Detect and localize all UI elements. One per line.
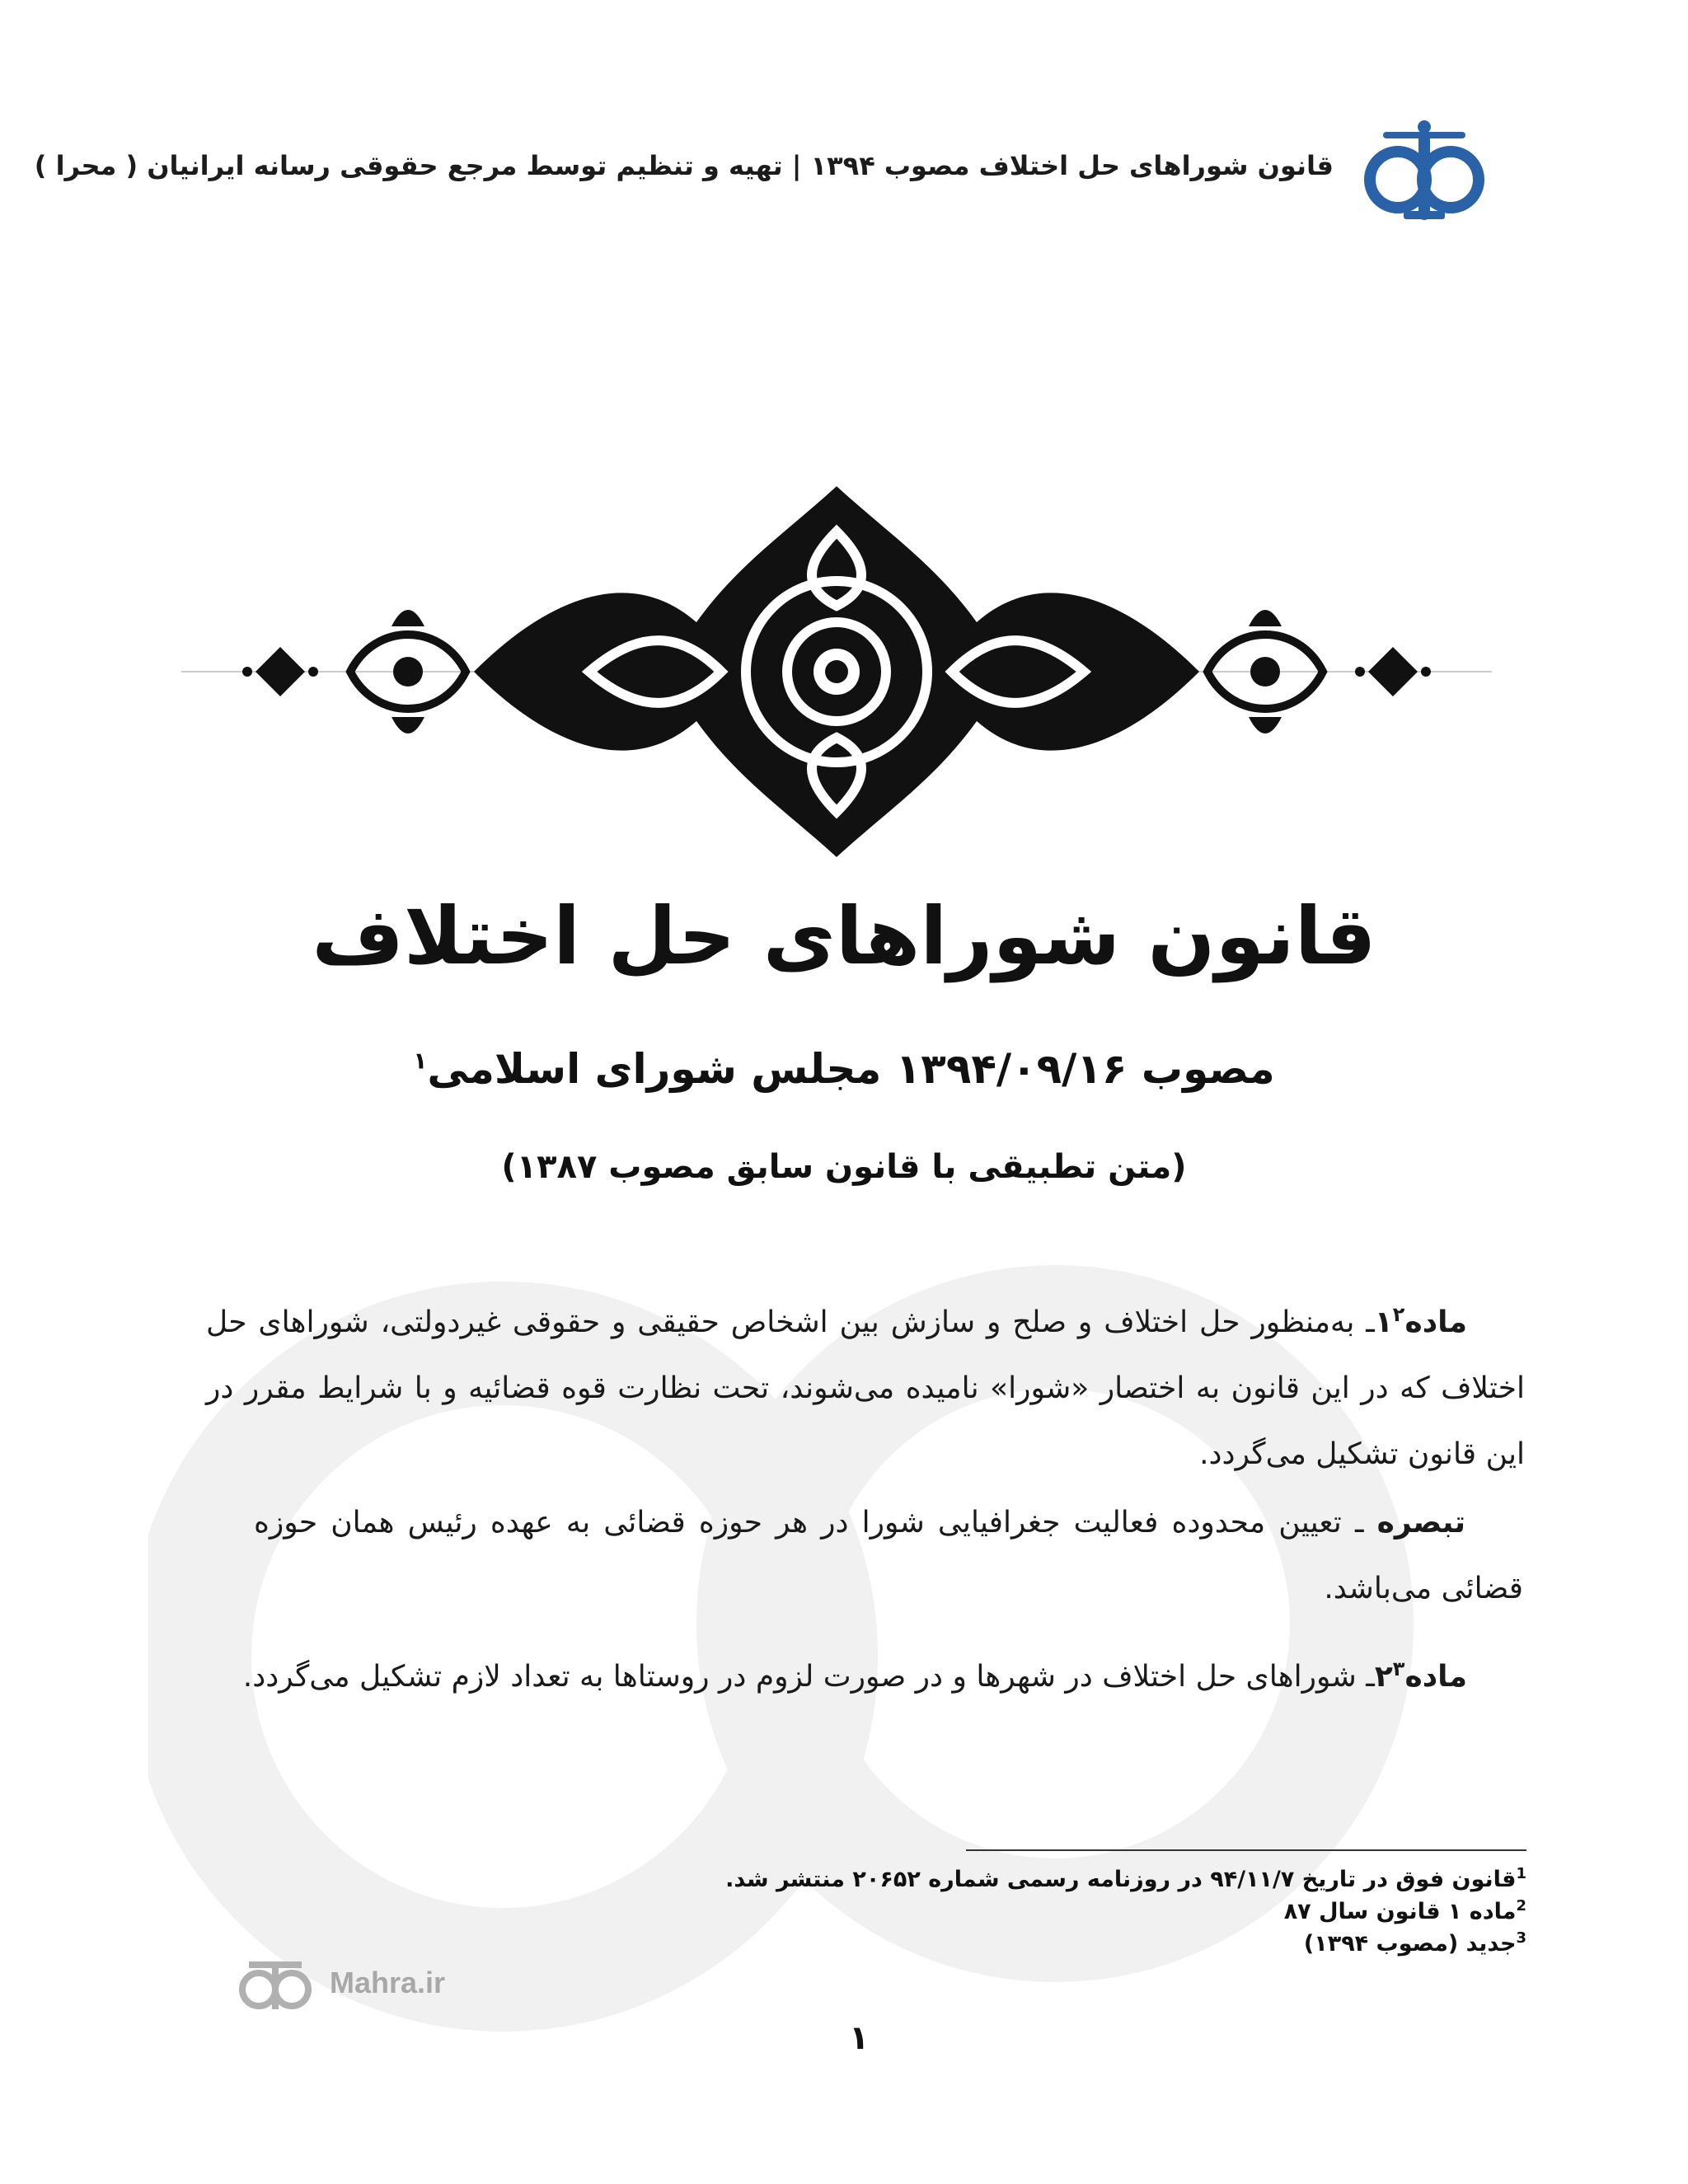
footnote-ref: ۲ xyxy=(1392,1303,1405,1326)
footnote-number: 1 xyxy=(1516,1865,1526,1882)
page-title: قانون شوراهای حل اختلاف xyxy=(312,890,1376,982)
footnote-number: 2 xyxy=(1516,1897,1526,1915)
article-label: ماده۲ xyxy=(1374,1660,1467,1694)
footnote-item xyxy=(725,1861,1526,1893)
footnote-divider xyxy=(966,1849,1526,1851)
mahra-logo-icon xyxy=(234,1955,316,2013)
footnote-text: ماده ۱ قانون سال ۸۷ xyxy=(1283,1899,1517,1924)
site-link[interactable]: Mahra.ir xyxy=(330,1966,446,1999)
page-subtitle-secondary: (متن تطبیقی با قانون سابق مصوب ۱۳۸۷) xyxy=(501,1148,1187,1186)
decorative-ornament xyxy=(181,486,1492,874)
footnote-text: قانون فوق در تاریخ ۹۴/۱۱/۷ در روزنامه رسمی شماره ۲۰۶۵۲ منتشر شد. xyxy=(725,1867,1517,1892)
article-text: ـ شوراهای حل اختلاف در شهرها و در صورت لزوم در روستاها به تعداد لازم تشکیل می‌گردد. xyxy=(242,1660,1375,1694)
page-subtitle xyxy=(0,1045,1688,1093)
footnote-text: جدید (مصوب ۱۳۹۴) xyxy=(1303,1931,1517,1957)
footnote-ref: ۳ xyxy=(1392,1657,1405,1680)
article-text: ـ به‌منظور حل اختلاف و صلح و سازش بین اشخاص حقیقی و حقوقی غیردولتی، شوراهای حل اختلاف که در این قانون به اختصار «شورا» نامیده می‌شوند، تحت نظارت قوه قضائیه و با شرایط مقرر در این قانون تشکیل می‌گردد. xyxy=(206,1305,1525,1471)
subtitle-footnote-ref: ۱ xyxy=(413,1047,428,1075)
footnote-item xyxy=(725,1925,1526,1957)
note-text: ـ تعیین محدوده فعالیت جغرافیایی شورا در هر حوزه قضائی به عهده رئیس همان حوزه قضائی می‌باشد. xyxy=(254,1506,1523,1605)
justice-scale-logo-icon xyxy=(1358,115,1490,223)
footnotes xyxy=(725,1861,1526,1957)
footnote-item xyxy=(725,1893,1526,1925)
article-2 xyxy=(206,1636,1525,1710)
header-text: قانون شوراهای حل اختلاف مصوب ۱۳۹۴ | تهیه و تنظیم توسط مرجع حقوقی رسانه ایرانیان ( محرا ) xyxy=(34,150,1334,181)
footnote-number: 3 xyxy=(1516,1929,1526,1947)
article-1 xyxy=(206,1282,1525,1488)
note-1 xyxy=(254,1490,1523,1622)
page-number: ۱ xyxy=(849,2019,870,2057)
article-label: ماده۱ xyxy=(1374,1305,1467,1339)
note-label: تبصره xyxy=(1376,1506,1465,1540)
subtitle-text: مصوب ۱۳۹۴/۰۹/۱۶ مجلس شورای اسلامی xyxy=(427,1045,1275,1093)
